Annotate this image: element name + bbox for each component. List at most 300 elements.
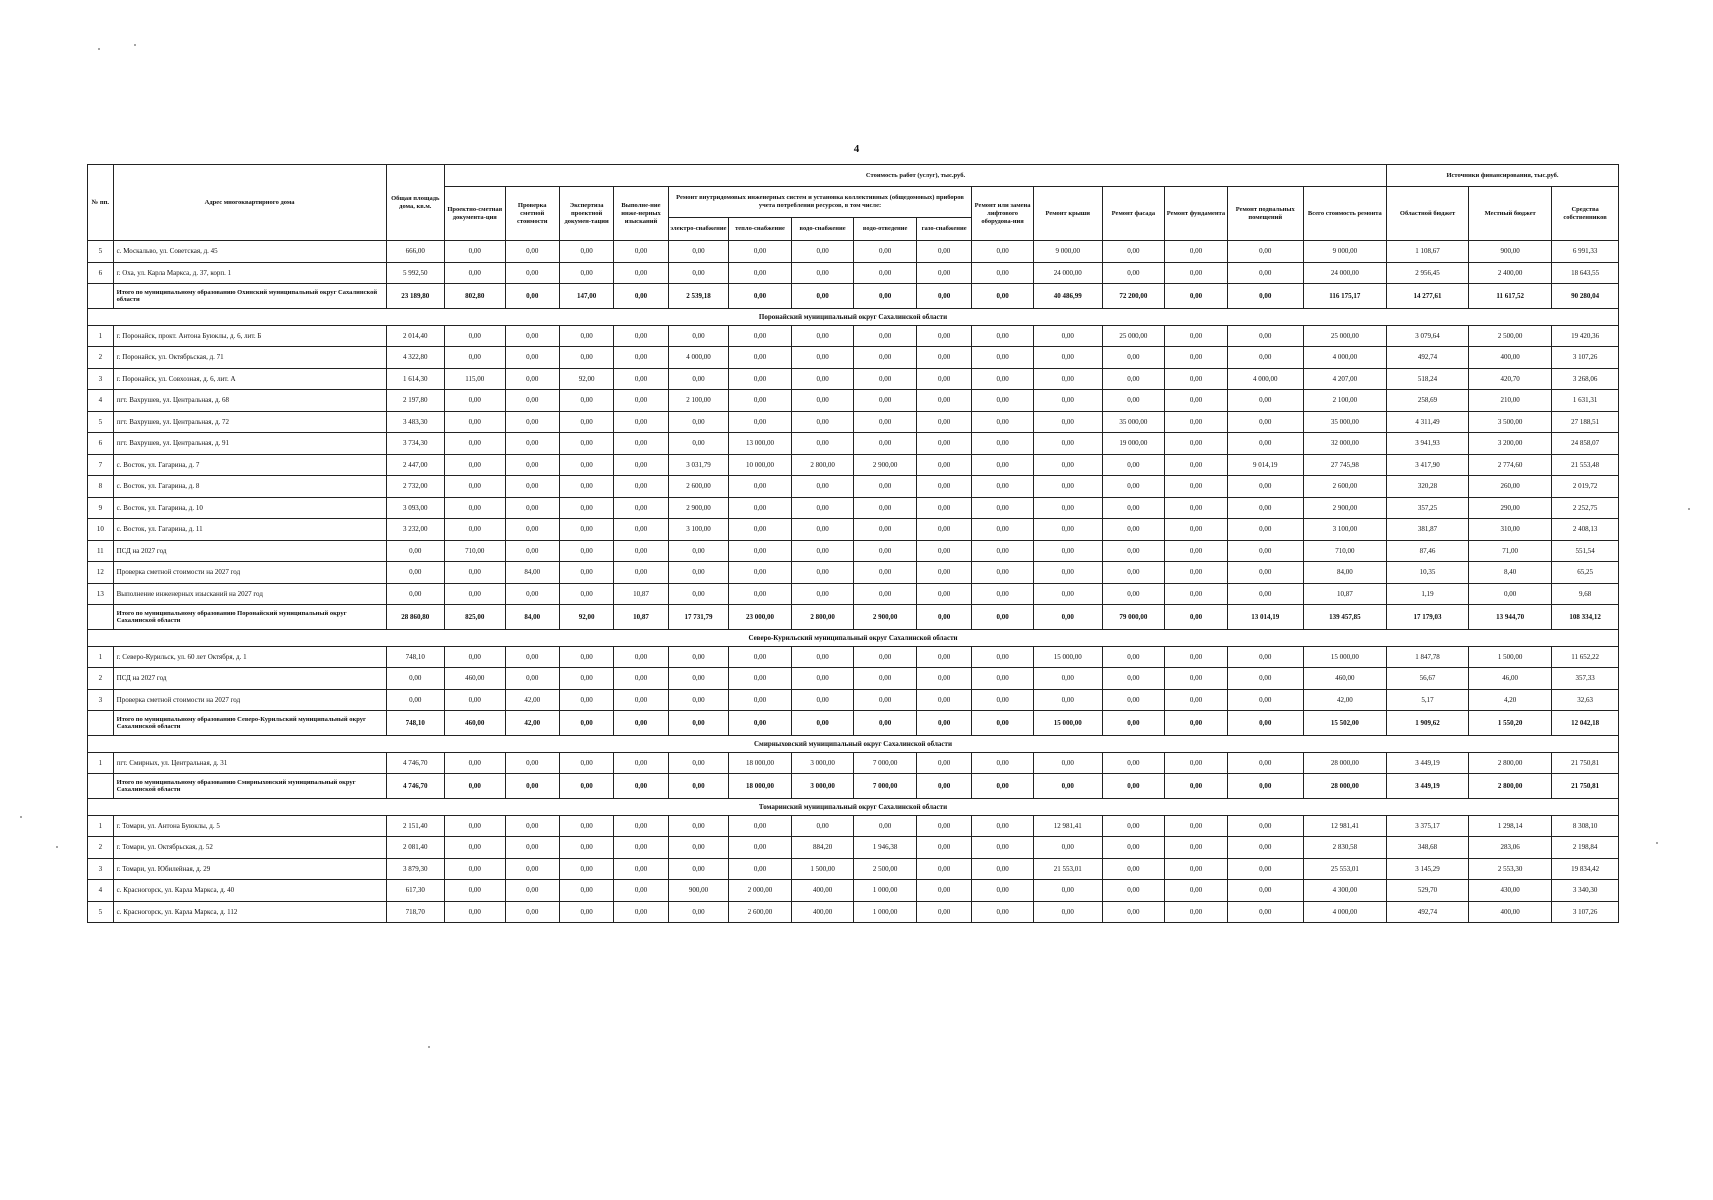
value-cell: 0,00	[559, 347, 613, 369]
value-cell: 24 000,00	[1303, 262, 1386, 284]
value-cell: 0,00	[854, 411, 917, 433]
value-cell: 0,00	[791, 262, 854, 284]
value-cell: 260,00	[1469, 476, 1552, 498]
value-cell: 19 000,00	[1102, 433, 1165, 455]
value-cell: 0,00	[559, 390, 613, 412]
value-cell: 0,00	[559, 454, 613, 476]
table-row	[88, 562, 1619, 584]
value-cell: 0,00	[1033, 325, 1102, 347]
value-cell: 0,00	[1227, 497, 1303, 519]
value-cell: 84,00	[505, 605, 559, 630]
value-cell: 0,00	[559, 583, 613, 605]
value-cell: 0,00	[729, 497, 792, 519]
address-cell: пгт. Смирных, ул. Центральная, д. 31	[113, 752, 386, 774]
value-cell: 0,00	[668, 411, 729, 433]
value-cell: 10,87	[1303, 583, 1386, 605]
value-cell: 46,00	[1469, 668, 1552, 690]
value-cell: 0,00	[1102, 540, 1165, 562]
value-cell: 0,00	[1165, 605, 1228, 630]
value-cell: 0,00	[1227, 646, 1303, 668]
value-cell: 0,00	[1165, 562, 1228, 584]
value-cell: 3 093,00	[386, 497, 444, 519]
value-cell: 72 200,00	[1102, 284, 1165, 309]
value-cell: 1 500,00	[1469, 646, 1552, 668]
value-cell: 0,00	[729, 241, 792, 263]
value-cell: 0,00	[854, 562, 917, 584]
value-cell: 0,00	[1102, 497, 1165, 519]
value-cell: 0,00	[729, 519, 792, 541]
value-cell: 0,00	[559, 325, 613, 347]
row-number-cell: 1	[88, 646, 114, 668]
value-cell: 0,00	[916, 390, 971, 412]
value-cell: 0,00	[505, 325, 559, 347]
value-cell: 0,00	[1165, 262, 1228, 284]
value-cell: 0,00	[668, 858, 729, 880]
value-cell: 0,00	[668, 583, 729, 605]
value-cell: 0,00	[791, 390, 854, 412]
value-cell: 9,68	[1552, 583, 1619, 605]
header-heat: тепло-снабжение	[729, 218, 792, 241]
value-cell: 0,00	[729, 325, 792, 347]
value-cell: 0,00	[854, 668, 917, 690]
value-cell: 492,74	[1387, 347, 1469, 369]
value-cell: 2 100,00	[668, 390, 729, 412]
header-num: № пп.	[88, 165, 114, 241]
value-cell: 0,00	[791, 497, 854, 519]
value-cell: 0,00	[1227, 262, 1303, 284]
value-cell: 0,00	[1227, 901, 1303, 923]
row-number-cell: 2	[88, 347, 114, 369]
row-number-cell: 5	[88, 241, 114, 263]
address-cell: с. Красногорск, ул. Карла Маркса, д. 112	[113, 901, 386, 923]
value-cell: 1 000,00	[854, 901, 917, 923]
address-cell: Итого по муниципальному образованию Охинский муниципальный округ Сахалинской области	[113, 284, 386, 309]
value-cell: 0,00	[1165, 583, 1228, 605]
row-number-cell: 12	[88, 562, 114, 584]
value-cell: 1 108,67	[1387, 241, 1469, 263]
district-total-row	[88, 711, 1619, 736]
repair-schedule-sheet	[87, 164, 1619, 923]
value-cell: 0,00	[1165, 433, 1228, 455]
value-cell: 3 340,30	[1552, 880, 1619, 902]
value-cell: 0,00	[559, 815, 613, 837]
value-cell: 0,00	[729, 284, 792, 309]
value-cell: 24 000,00	[1033, 262, 1102, 284]
value-cell: 0,00	[729, 711, 792, 736]
value-cell: 0,00	[445, 562, 506, 584]
value-cell: 0,00	[445, 497, 506, 519]
value-cell: 4 000,00	[1227, 368, 1303, 390]
value-cell: 0,00	[791, 347, 854, 369]
value-cell: 11 617,52	[1469, 284, 1552, 309]
value-cell: 2 800,00	[1469, 752, 1552, 774]
value-cell: 0,00	[614, 668, 668, 690]
value-cell: 0,00	[559, 711, 613, 736]
value-cell: 17 179,03	[1387, 605, 1469, 630]
value-cell: 0,00	[445, 347, 506, 369]
value-cell: 12 042,18	[1552, 711, 1619, 736]
district-total-row	[88, 284, 1619, 309]
value-cell: 0,00	[1165, 668, 1228, 690]
value-cell: 0,00	[1165, 711, 1228, 736]
value-cell: 0,00	[1165, 752, 1228, 774]
value-cell: 10,87	[614, 583, 668, 605]
address-cell: Проверка сметной стоимости на 2027 год	[113, 689, 386, 711]
value-cell: 0,00	[729, 646, 792, 668]
row-number-cell: 10	[88, 519, 114, 541]
value-cell: 2 900,00	[854, 454, 917, 476]
value-cell: 0,00	[972, 880, 1034, 902]
value-cell: 0,00	[505, 668, 559, 690]
header-estimate-check: Проверка сметной стоимости	[505, 187, 559, 241]
value-cell: 0,00	[972, 668, 1034, 690]
value-cell: 258,69	[1387, 390, 1469, 412]
value-cell: 0,00	[1227, 689, 1303, 711]
district-total-row	[88, 605, 1619, 630]
value-cell: 2 000,00	[729, 880, 792, 902]
value-cell: 0,00	[791, 519, 854, 541]
value-cell: 56,67	[1387, 668, 1469, 690]
value-cell: 0,00	[1033, 347, 1102, 369]
value-cell: 0,00	[916, 241, 971, 263]
value-cell: 0,00	[791, 689, 854, 711]
value-cell: 0,00	[668, 646, 729, 668]
row-number-cell: 1	[88, 752, 114, 774]
address-cell: г. Оха, ул. Карла Маркса, д. 37, корп. 1	[113, 262, 386, 284]
value-cell: 0,00	[559, 241, 613, 263]
value-cell: 27 188,51	[1552, 411, 1619, 433]
value-cell: 0,00	[1102, 858, 1165, 880]
table-row	[88, 880, 1619, 902]
value-cell: 139 457,85	[1303, 605, 1386, 630]
value-cell: 0,00	[559, 540, 613, 562]
value-cell: 4,20	[1469, 689, 1552, 711]
address-cell: с. Восток, ул. Гагарина, д. 7	[113, 454, 386, 476]
value-cell: 0,00	[1227, 711, 1303, 736]
value-cell: 10,87	[614, 605, 668, 630]
value-cell: 3 107,26	[1552, 347, 1619, 369]
value-cell: 0,00	[1227, 583, 1303, 605]
address-cell: ПСД на 2027 год	[113, 668, 386, 690]
value-cell: 0,00	[791, 433, 854, 455]
value-cell: 28 860,80	[386, 605, 444, 630]
value-cell: 0,00	[854, 433, 917, 455]
value-cell: 0,00	[614, 284, 668, 309]
value-cell: 0,00	[1227, 284, 1303, 309]
value-cell: 9 000,00	[1303, 241, 1386, 263]
value-cell: 3 449,19	[1387, 752, 1469, 774]
value-cell: 0,00	[505, 390, 559, 412]
value-cell: 116 175,17	[1303, 284, 1386, 309]
scan-speck	[98, 48, 100, 50]
value-cell: 0,00	[505, 752, 559, 774]
value-cell: 0,00	[1165, 476, 1228, 498]
value-cell: 0,00	[1165, 858, 1228, 880]
value-cell: 0,00	[916, 347, 971, 369]
value-cell: 19 834,42	[1552, 858, 1619, 880]
value-cell: 0,00	[559, 497, 613, 519]
table-row	[88, 646, 1619, 668]
value-cell: 0,00	[729, 368, 792, 390]
value-cell: 0,00	[614, 390, 668, 412]
row-number-cell	[88, 774, 114, 799]
value-cell: 400,00	[1469, 901, 1552, 923]
value-cell: 0,00	[445, 774, 506, 799]
value-cell: 12 981,41	[1033, 815, 1102, 837]
value-cell: 0,00	[614, 433, 668, 455]
table-row	[88, 815, 1619, 837]
value-cell: 17 731,79	[668, 605, 729, 630]
value-cell: 0,00	[1165, 901, 1228, 923]
value-cell: 0,00	[791, 411, 854, 433]
value-cell: 2 830,58	[1303, 837, 1386, 859]
value-cell: 2 539,18	[668, 284, 729, 309]
value-cell: 21 750,81	[1552, 774, 1619, 799]
value-cell: 0,00	[972, 411, 1034, 433]
value-cell: 0,00	[1033, 605, 1102, 630]
scan-speck	[428, 1046, 430, 1048]
value-cell: 2 447,00	[386, 454, 444, 476]
scan-speck	[20, 816, 22, 818]
row-number-cell	[88, 284, 114, 309]
row-number-cell: 1	[88, 325, 114, 347]
value-cell: 0,00	[1102, 476, 1165, 498]
value-cell: 0,00	[1469, 583, 1552, 605]
value-cell: 0,00	[916, 752, 971, 774]
value-cell: 3 107,26	[1552, 901, 1619, 923]
value-cell: 0,00	[445, 837, 506, 859]
value-cell: 0,00	[1102, 262, 1165, 284]
value-cell: 3 232,00	[386, 519, 444, 541]
value-cell: 0,00	[854, 540, 917, 562]
value-cell: 0,00	[1102, 774, 1165, 799]
value-cell: 0,00	[668, 689, 729, 711]
value-cell: 2 019,72	[1552, 476, 1619, 498]
value-cell: 0,00	[1033, 880, 1102, 902]
value-cell: 0,00	[1165, 368, 1228, 390]
value-cell: 0,00	[505, 583, 559, 605]
value-cell: 0,00	[972, 454, 1034, 476]
value-cell: 0,00	[668, 562, 729, 584]
value-cell: 0,00	[729, 815, 792, 837]
row-number-cell: 13	[88, 583, 114, 605]
value-cell: 0,00	[916, 668, 971, 690]
value-cell: 0,00	[1227, 540, 1303, 562]
value-cell: 79 000,00	[1102, 605, 1165, 630]
value-cell: 0,00	[1033, 583, 1102, 605]
value-cell: 400,00	[791, 880, 854, 902]
value-cell: 0,00	[1102, 901, 1165, 923]
row-number-cell: 5	[88, 411, 114, 433]
value-cell: 0,00	[791, 583, 854, 605]
value-cell: 19 420,36	[1552, 325, 1619, 347]
value-cell: 0,00	[614, 519, 668, 541]
address-cell: Итого по муниципальному образованию Северо-Курильский муниципальный округ Сахалинской области	[113, 711, 386, 736]
value-cell: 11 652,22	[1552, 646, 1619, 668]
value-cell: 0,00	[729, 837, 792, 859]
value-cell: 3 449,19	[1387, 774, 1469, 799]
value-cell: 0,00	[854, 689, 917, 711]
value-cell: 0,00	[972, 476, 1034, 498]
value-cell: 3 079,64	[1387, 325, 1469, 347]
value-cell: 18 000,00	[729, 752, 792, 774]
value-cell: 0,00	[972, 562, 1034, 584]
value-cell: 0,00	[505, 497, 559, 519]
value-cell: 3 941,93	[1387, 433, 1469, 455]
value-cell: 4 000,00	[668, 347, 729, 369]
value-cell: 0,00	[916, 562, 971, 584]
value-cell: 0,00	[791, 562, 854, 584]
value-cell: 1 847,78	[1387, 646, 1469, 668]
value-cell: 0,00	[559, 562, 613, 584]
value-cell: 1 500,00	[791, 858, 854, 880]
value-cell: 84,00	[1303, 562, 1386, 584]
value-cell: 0,00	[1165, 519, 1228, 541]
value-cell: 0,00	[791, 540, 854, 562]
value-cell: 2 774,60	[1469, 454, 1552, 476]
value-cell: 0,00	[559, 433, 613, 455]
table-row	[88, 752, 1619, 774]
value-cell: 492,74	[1387, 901, 1469, 923]
table-row	[88, 540, 1619, 562]
value-cell: 1 000,00	[854, 880, 917, 902]
value-cell: 2 500,00	[854, 858, 917, 880]
value-cell: 551,54	[1552, 540, 1619, 562]
header-expertise: Экспертиза проектной докумен-тации	[559, 187, 613, 241]
value-cell: 15 502,00	[1303, 711, 1386, 736]
value-cell: 13 944,70	[1469, 605, 1552, 630]
value-cell: 0,00	[791, 325, 854, 347]
value-cell: 14 277,61	[1387, 284, 1469, 309]
value-cell: 0,00	[559, 262, 613, 284]
value-cell: 2 408,13	[1552, 519, 1619, 541]
value-cell: 0,00	[1033, 752, 1102, 774]
table-row	[88, 476, 1619, 498]
district-header-row	[88, 308, 1619, 325]
value-cell: 0,00	[505, 646, 559, 668]
value-cell: 357,33	[1552, 668, 1619, 690]
value-cell: 13 000,00	[729, 433, 792, 455]
value-cell: 3 000,00	[791, 752, 854, 774]
value-cell: 0,00	[614, 880, 668, 902]
value-cell: 0,00	[614, 497, 668, 519]
value-cell: 42,00	[505, 711, 559, 736]
value-cell: 0,00	[854, 815, 917, 837]
value-cell: 0,00	[791, 646, 854, 668]
value-cell: 0,00	[972, 752, 1034, 774]
value-cell: 0,00	[614, 347, 668, 369]
value-cell: 1 631,31	[1552, 390, 1619, 412]
value-cell: 4 207,00	[1303, 368, 1386, 390]
value-cell: 0,00	[1165, 815, 1228, 837]
header-roof: Ремонт крыши	[1033, 187, 1102, 241]
header-address: Адрес многоквартирного дома	[113, 165, 386, 241]
value-cell: 0,00	[1102, 241, 1165, 263]
table-row	[88, 837, 1619, 859]
value-cell: 0,00	[614, 540, 668, 562]
value-cell: 0,00	[916, 284, 971, 309]
address-cell: г. Томари, ул. Октябрьская, д. 52	[113, 837, 386, 859]
row-number-cell: 2	[88, 837, 114, 859]
value-cell: 0,00	[791, 284, 854, 309]
value-cell: 0,00	[505, 880, 559, 902]
value-cell: 0,00	[1227, 752, 1303, 774]
value-cell: 0,00	[854, 262, 917, 284]
value-cell: 25 553,01	[1303, 858, 1386, 880]
table-row	[88, 583, 1619, 605]
value-cell: 0,00	[445, 325, 506, 347]
value-cell: 3 031,79	[668, 454, 729, 476]
value-cell: 0,00	[559, 646, 613, 668]
value-cell: 0,00	[614, 241, 668, 263]
value-cell: 35 000,00	[1102, 411, 1165, 433]
value-cell: 0,00	[386, 583, 444, 605]
header-design-docs: Проектно-сметная документа-ция	[445, 187, 506, 241]
table-row	[88, 262, 1619, 284]
value-cell: 0,00	[1227, 880, 1303, 902]
value-cell: 0,00	[1165, 284, 1228, 309]
value-cell: 0,00	[972, 774, 1034, 799]
value-cell: 0,00	[1033, 901, 1102, 923]
value-cell: 0,00	[668, 540, 729, 562]
value-cell: 0,00	[916, 540, 971, 562]
value-cell: 0,00	[916, 880, 971, 902]
value-cell: 0,00	[1227, 347, 1303, 369]
value-cell: 8,40	[1469, 562, 1552, 584]
value-cell: 1 909,62	[1387, 711, 1469, 736]
value-cell: 7 000,00	[854, 774, 917, 799]
value-cell: 0,00	[972, 519, 1034, 541]
value-cell: 0,00	[972, 646, 1034, 668]
value-cell: 0,00	[854, 519, 917, 541]
value-cell: 65,25	[1552, 562, 1619, 584]
value-cell: 3 100,00	[668, 519, 729, 541]
value-cell: 42,00	[505, 689, 559, 711]
value-cell: 0,00	[1033, 411, 1102, 433]
value-cell: 0,00	[505, 540, 559, 562]
value-cell: 0,00	[854, 368, 917, 390]
table-row	[88, 325, 1619, 347]
value-cell: 0,00	[614, 815, 668, 837]
value-cell: 0,00	[791, 711, 854, 736]
value-cell: 348,68	[1387, 837, 1469, 859]
value-cell: 0,00	[445, 583, 506, 605]
value-cell: 0,00	[668, 325, 729, 347]
value-cell: 0,00	[559, 519, 613, 541]
address-cell: Проверка сметной стоимости на 2027 год	[113, 562, 386, 584]
value-cell: 825,00	[445, 605, 506, 630]
value-cell: 32,63	[1552, 689, 1619, 711]
value-cell: 0,00	[854, 497, 917, 519]
value-cell: 6 991,33	[1552, 241, 1619, 263]
table-row	[88, 390, 1619, 412]
value-cell: 0,00	[559, 476, 613, 498]
value-cell: 802,80	[445, 284, 506, 309]
table-row	[88, 519, 1619, 541]
value-cell: 9 014,19	[1227, 454, 1303, 476]
district-title: Северо-Курильский муниципальный округ Сахалинской области	[88, 629, 1619, 646]
value-cell: 92,00	[559, 368, 613, 390]
value-cell: 0,00	[854, 390, 917, 412]
table-header	[88, 165, 1619, 241]
value-cell: 3 200,00	[1469, 433, 1552, 455]
value-cell: 0,00	[1102, 347, 1165, 369]
value-cell: 0,00	[1033, 476, 1102, 498]
value-cell: 15 000,00	[1033, 711, 1102, 736]
address-cell: с. Москальво, ул. Советская, д. 45	[113, 241, 386, 263]
header-surveys: Выполне-ние инже-нерных изысканий	[614, 187, 668, 241]
value-cell: 357,25	[1387, 497, 1469, 519]
